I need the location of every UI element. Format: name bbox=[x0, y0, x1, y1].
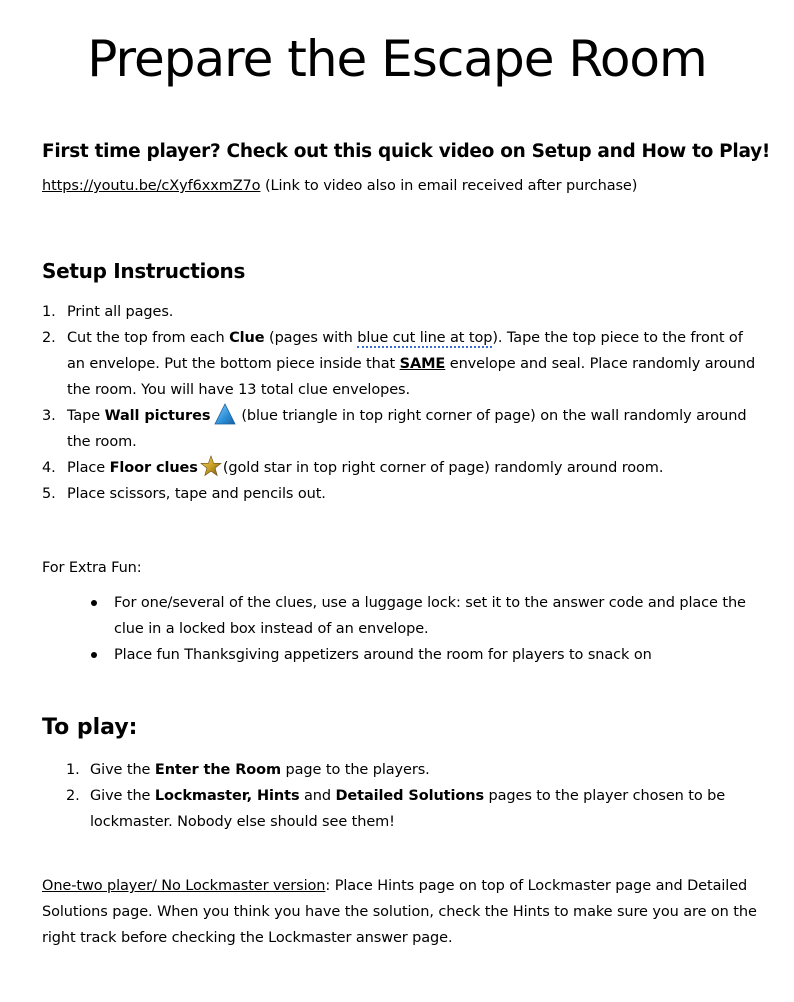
solo-version-label: One-two player/ No Lockmaster version bbox=[42, 878, 326, 894]
first-time-heading: First time player? Check out this quick video on Setup and How to Play! bbox=[42, 141, 770, 162]
bullet-icon bbox=[91, 652, 97, 658]
setup-step bbox=[42, 481, 762, 507]
setup-heading: Setup Instructions bbox=[42, 259, 246, 283]
extra-fun-text: Place fun Thanksgiving appetizers around the room for players to snack on bbox=[114, 647, 652, 663]
step-number: 4. bbox=[42, 460, 56, 476]
detailed-solutions-keyword: Detailed Solutions bbox=[335, 788, 485, 804]
step-text: and bbox=[299, 788, 336, 804]
play-step bbox=[66, 757, 746, 783]
setup-step bbox=[42, 299, 762, 325]
video-link-note: (Link to video also in email received after purchase) bbox=[260, 178, 638, 194]
step-text: Give the bbox=[90, 762, 155, 778]
step-number: 3. bbox=[42, 408, 56, 424]
step-text: ). Tape the top piece to the front of an envelope. Put the bottom piece inside that bbox=[67, 330, 743, 372]
step-text: Cut the top from each bbox=[67, 330, 230, 346]
blue-triangle-icon bbox=[214, 403, 236, 425]
same-keyword: SAME bbox=[399, 356, 446, 372]
step-text: Tape bbox=[67, 408, 105, 424]
extra-fun-label: For Extra Fun: bbox=[42, 560, 142, 576]
gold-star-icon bbox=[200, 455, 222, 477]
step-number: 5. bbox=[42, 486, 56, 502]
blue-cut-line-phrase: blue cut line at top bbox=[357, 330, 493, 346]
step-number: 1. bbox=[42, 304, 56, 320]
step-text: pages to the player chosen to be lockmaster. Nobody else should see them! bbox=[90, 788, 726, 830]
extra-fun-item bbox=[88, 590, 768, 642]
page-title: Prepare the Escape Room bbox=[87, 30, 707, 88]
play-steps-list bbox=[66, 757, 746, 835]
extra-fun-list bbox=[88, 590, 768, 668]
play-step bbox=[66, 783, 746, 835]
video-link-line bbox=[42, 173, 637, 199]
setup-step bbox=[42, 403, 762, 455]
wall-pictures-keyword: Wall pictures bbox=[104, 408, 211, 424]
step-text: Give the bbox=[90, 788, 155, 804]
enter-the-room-keyword: Enter the Room bbox=[154, 762, 282, 778]
bullet-icon bbox=[91, 600, 97, 606]
step-text: page to the players. bbox=[281, 762, 430, 778]
step-text: envelope and seal. Place randomly around the room. You will have 13 total clue envelopes. bbox=[67, 356, 756, 398]
step-text: Print all pages. bbox=[67, 304, 174, 320]
step-text: (pages with bbox=[264, 330, 358, 346]
step-text: Place bbox=[67, 460, 110, 476]
extra-fun-text: For one/several of the clues, use a luggage lock: set it to the answer code and place the clue in a locked box instead of an envelope. bbox=[114, 595, 746, 637]
step-number: 1. bbox=[66, 762, 80, 778]
setup-steps-list bbox=[42, 299, 762, 507]
lockmaster-hints-keyword: Lockmaster, Hints bbox=[154, 788, 300, 804]
solo-version-text: : Place Hints page on top of Lockmaster page and Detailed Solutions page. When you think you have the solution, check the Hints to make sure you are on the right track before checking the Lockmaster answer page. bbox=[42, 878, 757, 946]
step-text: Place scissors, tape and pencils out. bbox=[67, 486, 326, 502]
to-play-heading: To play: bbox=[42, 715, 138, 740]
extra-fun-item bbox=[88, 642, 768, 668]
solo-version-paragraph bbox=[42, 873, 762, 951]
step-number: 2. bbox=[42, 330, 56, 346]
setup-step bbox=[42, 455, 762, 481]
step-text: (gold star in top right corner of page) randomly around room. bbox=[222, 460, 664, 476]
step-number: 2. bbox=[66, 788, 80, 804]
floor-clues-keyword: Floor clues bbox=[109, 460, 198, 476]
video-link[interactable]: https://youtu.be/cXyf6xxmZ7o bbox=[42, 178, 261, 194]
setup-step bbox=[42, 325, 762, 403]
step-text: (blue triangle in top right corner of page) on the wall randomly around the room. bbox=[67, 408, 747, 450]
clue-keyword: Clue bbox=[229, 330, 265, 346]
